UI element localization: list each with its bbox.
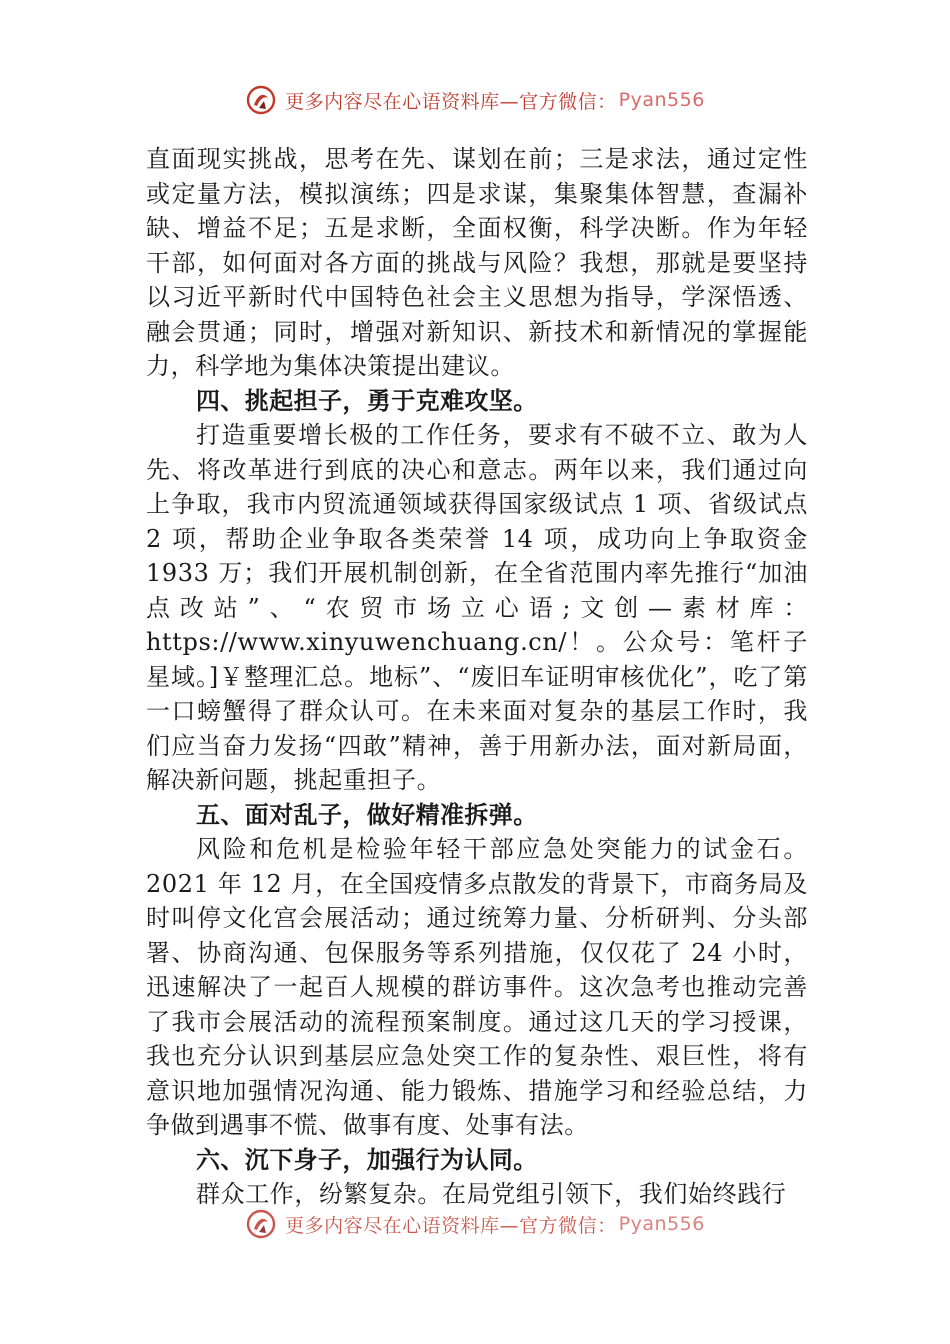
document-body-clip (0, 142, 950, 1218)
section-heading-6: 六、沉下身子，加强行为认同。 (196, 1145, 538, 1174)
footer-watermark (0, 1208, 950, 1240)
watermark-wechat-id: Pyan556 (618, 1213, 705, 1235)
paragraph-reform: 打造重要增长极的工作任务，要求有不破不立、敢为人先、将改革进行到底的决心和意志。两年以来，我们通过向上争取，我市内贸流通领域获得国家级试点 1 项、省级试点 2 项，帮助企业争取各类荣誉 14 项，成功向上争取资金 1933 万；我们开展机制创新，在全省范围内率先推行“加油点改站”、“农贸市场立心语;文创—素材库：https://www.xinyuwenchuang.cn/！。公众号：笔杆子星域。]￥整理汇总。地标”、“废旧车证明审核优化”，吃了第一口螃蟹得了群众认可。在未来面对复杂的基层工作时，我们应当奋力发扬“四敢”精神，善于用新办法，面对新局面，解决新问题，挑起重担子。 (146, 421, 808, 794)
paragraph-emergency: 风险和危机是检验年轻干部应急处突能力的试金石。2021 年 12 月，在全国疫情多点散发的背景下，市商务局及时叫停文化宫会展活动；通过统筹力量、分析研判、分头部署、协商沟通、包保服务等系列措施，仅仅花了 24 小时，迅速解决了一起百人规模的群访事件。这次急考也推动完善了我市会展活动的流程预案制度。通过这几天的学习授课，我也充分认识到基层应急处突工作的复杂性、艰巨性，将有意识地加强情况沟通、能力锻炼、措施学习和经验总结，力争做到遇事不慌、做事有度、处事有法。 (146, 835, 808, 1139)
section-heading-4: 四、挑起担子，勇于克难攻坚。 (196, 386, 538, 415)
watermark-text: 更多内容尽在心语资料库—官方微信： (285, 90, 617, 113)
header-watermark (0, 84, 950, 116)
paragraph-mass-work: 群众工作，纷繁复杂。在局党组引领下，我们始终践行 (196, 1180, 787, 1208)
section-heading-5: 五、面对乱子，做好精准拆弹。 (196, 800, 538, 829)
watermark-wechat-id: Pyan556 (618, 89, 705, 111)
watermark-text: 更多内容尽在心语资料库—官方微信： (285, 1214, 617, 1237)
document-body (146, 142, 808, 1212)
paragraph-strategy: 直面现实挑战，思考在先、谋划在前；三是求法，通过定性或定量方法，模拟演练；四是求谋，集聚集体智慧，查漏补缺、增益不足；五是求断，全面权衡，科学决断。作为年轻干部，如何面对各方面的挑战与风险？我想，那就是要坚持以习近平新时代中国特色社会主义思想为指导，学深悟透、融会贯通；同时，增强对新知识、新技术和新情况的掌握能力，科学地为集体决策提出建议。 (146, 145, 808, 380)
ribbon-logo-icon (245, 1208, 277, 1240)
ribbon-logo-icon (245, 84, 277, 116)
